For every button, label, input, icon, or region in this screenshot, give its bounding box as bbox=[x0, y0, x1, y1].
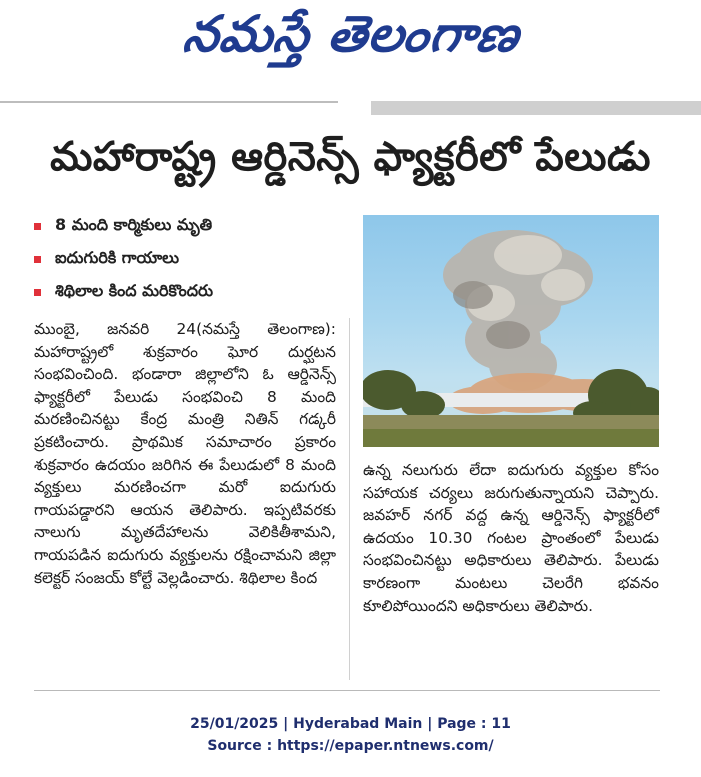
column-divider bbox=[349, 318, 350, 680]
bullet-item bbox=[34, 210, 354, 243]
footer-rule bbox=[34, 690, 660, 691]
bullet-text: 8 మంది కార్మికులు మృతి bbox=[55, 215, 213, 234]
bullet-square-icon bbox=[34, 223, 41, 230]
article-body-right bbox=[363, 459, 659, 617]
bullet-square-icon bbox=[34, 289, 41, 296]
masthead bbox=[0, 0, 701, 80]
highlight-bullets bbox=[34, 210, 354, 309]
edition-info: 25/01/2025 | Hyderabad Main | Page : 11 bbox=[190, 716, 511, 732]
bullet-text: శిథిలాల కింద మరికొందరు bbox=[55, 281, 214, 300]
bullet-item bbox=[34, 276, 354, 309]
article-body-left bbox=[34, 318, 336, 589]
newspaper-logo: నమస్తే తెలంగాణ bbox=[179, 4, 524, 63]
body-paragraph-right: ఉన్న నలుగురు లేదా ఐదుగురు వ్యక్తుల కోసం సహాయక చర్యలు జరుగుతున్నాయని చెప్పారు. జవహర్ నగర్ వద్ద ఉన్న ఆర్డినెన్స్ ఫ్యాక్టరీలో ఉదయం 10.30 గంటల ప్రాంతంలో పేలుడు సంభవించినట్టు అధికారులు తెలిపారు. పేలుడు కారణంగా మంటలు చెలరేగి భవనం కూలిపోయిందని అధికారులు తెలిపారు. bbox=[363, 461, 659, 615]
source-link[interactable]: Source : https://epaper.ntnews.com/ bbox=[207, 738, 494, 754]
header-rule-left bbox=[0, 101, 338, 103]
explosion-illustration bbox=[363, 215, 659, 447]
explosion-photo bbox=[363, 215, 659, 447]
header-rule-right bbox=[371, 101, 701, 115]
body-paragraph-left: ముంబై, జనవరి 24(నమస్తే తెలంగాణ): మహారాష్ట్రలో శుక్రవారం ఘోర దుర్ఘటన సంభవించింది. భండారా జిల్లాలోని ఓ ఆర్డినెన్స్ ఫ్యాక్టరీలో పేలుడు సంభవించి 8 మంది మరణించినట్టు కేంద్ర మంత్రి నితిన్ గడ్కరీ ప్రకటించారు. ప్రాథమిక సమాచారం ప్రకారం శుక్రవారం ఉదయం జరిగిన ఈ పేలుడులో 8 మంది వ్యక్తులు మరణించగా మరో ఐదుగురు గాయపడ్డారని ఆయన తెలిపారు. ఇప్పటివరకు నాలుగు మృతదేహాలను వెలికితీశామని, గాయపడిన ఐదుగురు వ్యక్తులను రక్షించామని జిల్లా కలెక్టర్ సంజయ్ కోల్టే వెల్లడించారు. శిథిలాల కింద bbox=[34, 320, 336, 587]
bullet-text: ఐదుగురికి గాయాలు bbox=[55, 248, 180, 267]
bullet-item bbox=[34, 243, 354, 276]
bullet-square-icon bbox=[34, 256, 41, 263]
article-headline: మహారాష్ట్ర ఆర్డినెన్స్ ఫ్యాక్టరీలో పేలుడు bbox=[50, 134, 651, 180]
